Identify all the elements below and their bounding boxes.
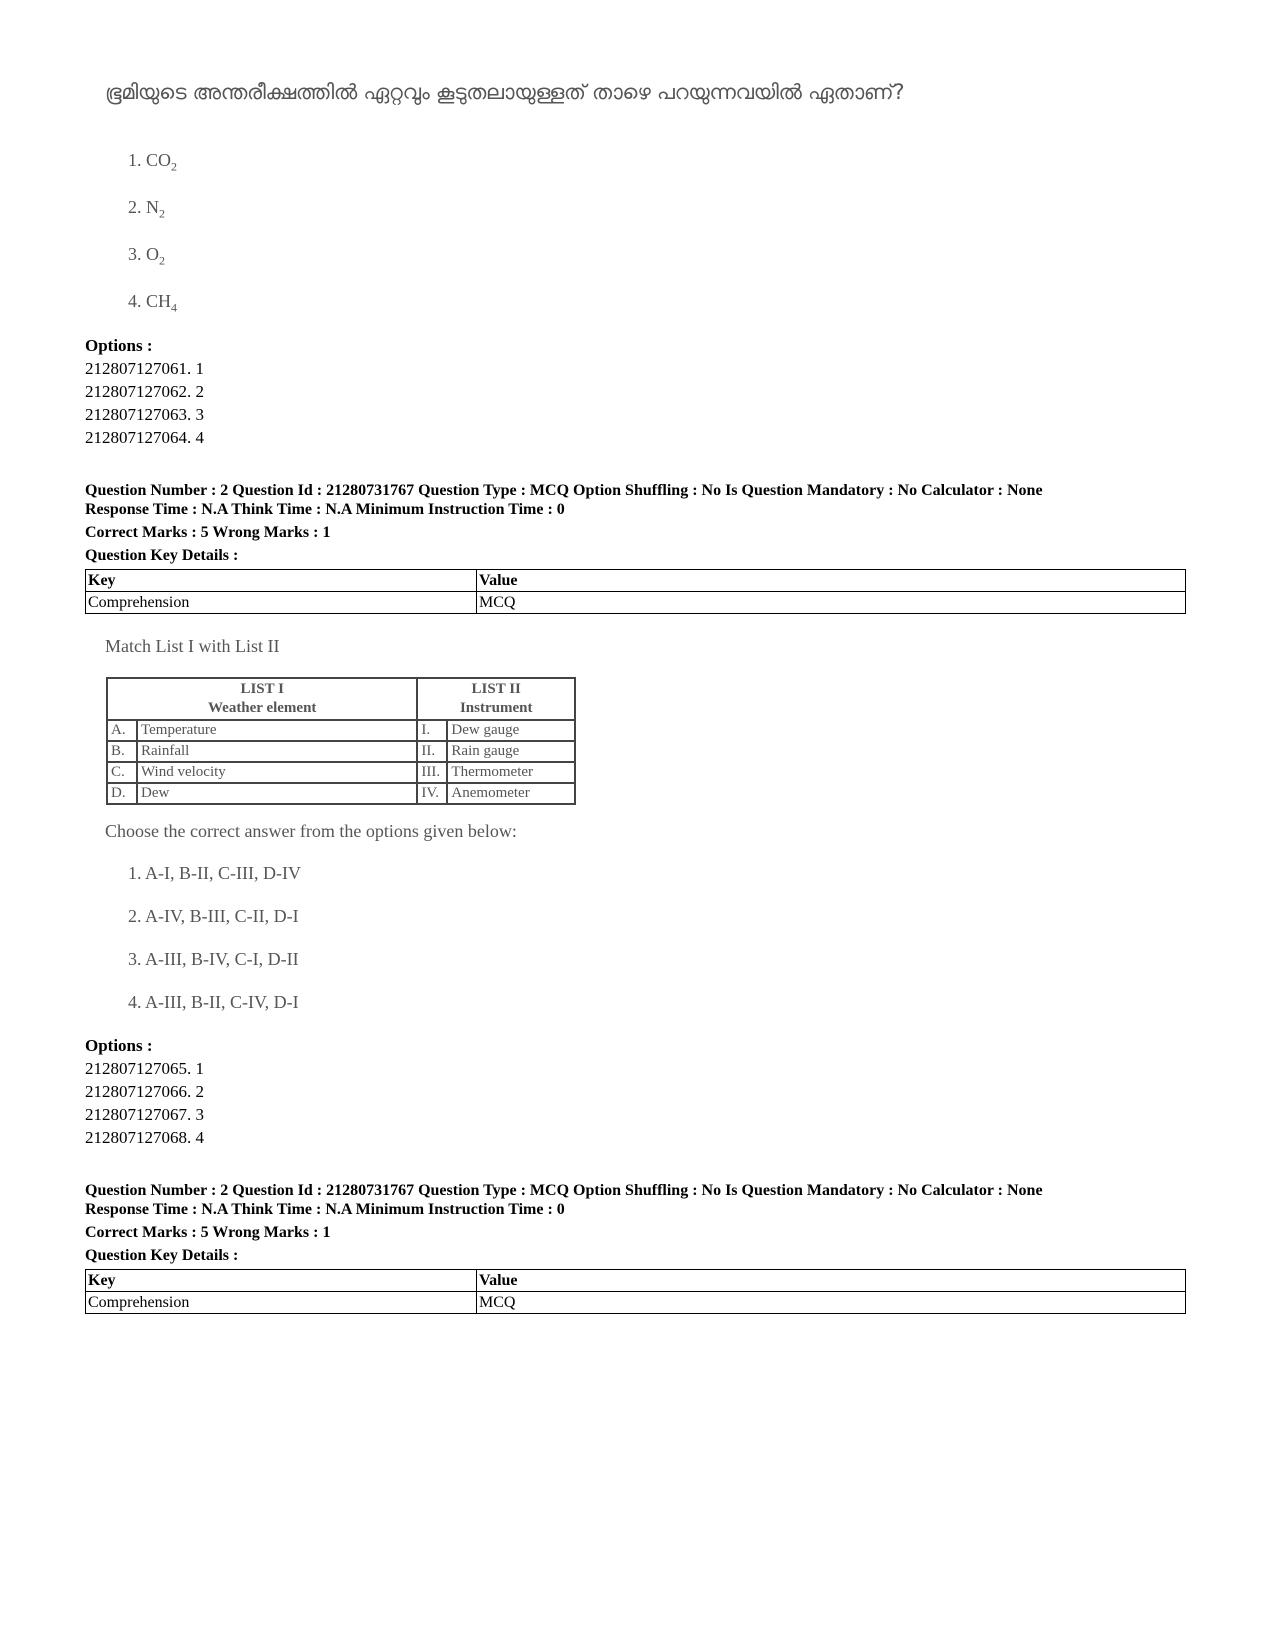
q3-meta-line2: Response Time : N.A Think Time : N.A Minimum Instruction Time : 0: [85, 1201, 565, 1218]
q2-option-1: 212807127065. 1: [85, 1059, 204, 1078]
q1-option-1: 212807127061. 1: [85, 359, 204, 378]
q1-choice-4: 4. $CH_4$: [128, 291, 178, 315]
value-header: Value: [477, 570, 1186, 592]
table-row: B. Rainfall II. Rain gauge: [107, 741, 575, 762]
q2-key-table: [85, 569, 1186, 614]
q1-choice-2: 2. $N_2$: [128, 197, 165, 221]
q3-marks: Correct Marks : 5 Wrong Marks : 1: [85, 1224, 331, 1241]
q2-choice-1: 1. A-I, B-II, C-III, D-IV: [128, 863, 301, 883]
q2-option-3: 212807127067. 3: [85, 1105, 204, 1124]
q3-key-details-heading: Question Key Details :: [85, 1247, 239, 1264]
list2-header: LIST II Instrument: [417, 678, 575, 720]
q2-option-2: 212807127066. 2: [85, 1082, 204, 1101]
q2-meta-line2: Response Time : N.A Think Time : N.A Minimum Instruction Time : 0: [85, 501, 565, 518]
q2-choice-3: 3. A-III, B-IV, C-I, D-II: [128, 949, 299, 969]
q2-key-details-heading: Question Key Details :: [85, 547, 239, 564]
q1-choice-1: 1. $CO_2$: [128, 150, 178, 174]
key-cell: Comprehension: [86, 592, 477, 614]
list1-header: LIST I Weather element: [107, 678, 417, 720]
q1-question-text: ഭൂമിയുടെ അന്തരീക്ഷത്തിൽ ഏറ്റവും കൂടുതലായുള്ളത് താഴെ പറയുന്നവയിൽ ഏതാണ്?: [105, 80, 905, 104]
q1-choice-3: 3. $O_2$: [128, 244, 165, 268]
q2-meta-line1: Question Number : 2 Question Id : 21280731767 Question Type : MCQ Option Shuffling : No Is Question Mandatory : No Calculator : None: [85, 482, 1043, 499]
q1-option-4: 212807127064. 4: [85, 428, 204, 447]
key-header: Key: [86, 570, 477, 592]
q1-option-2: 212807127062. 2: [85, 382, 204, 401]
value-cell: MCQ: [477, 592, 1186, 614]
q1-option-3: 212807127063. 3: [85, 405, 204, 424]
table-row: D. Dew IV. Anemometer: [107, 783, 575, 804]
key-cell: Comprehension: [86, 1292, 477, 1314]
match-list-table: [106, 677, 576, 805]
q2-instruction: Match List I with List II: [105, 636, 280, 656]
table-row: A. Temperature I. Dew gauge: [107, 720, 575, 741]
q2-option-4: 212807127068. 4: [85, 1128, 204, 1147]
value-cell: MCQ: [477, 1292, 1186, 1314]
value-header: Value: [477, 1270, 1186, 1292]
q3-key-table: [85, 1269, 1186, 1314]
q2-options-heading: Options :: [85, 1036, 153, 1055]
q2-prompt: Choose the correct answer from the options given below:: [105, 821, 517, 841]
q2-choice-2: 2. A-IV, B-III, C-II, D-I: [128, 906, 299, 926]
key-header: Key: [86, 1270, 477, 1292]
table-row: C. Wind velocity III. Thermometer: [107, 762, 575, 783]
q2-marks: Correct Marks : 5 Wrong Marks : 1: [85, 524, 331, 541]
q3-meta-line1: Question Number : 2 Question Id : 21280731767 Question Type : MCQ Option Shuffling : No Is Question Mandatory : No Calculator : None: [85, 1182, 1043, 1199]
q1-options-heading: Options :: [85, 336, 153, 355]
q2-choice-4: 4. A-III, B-II, C-IV, D-I: [128, 992, 299, 1012]
